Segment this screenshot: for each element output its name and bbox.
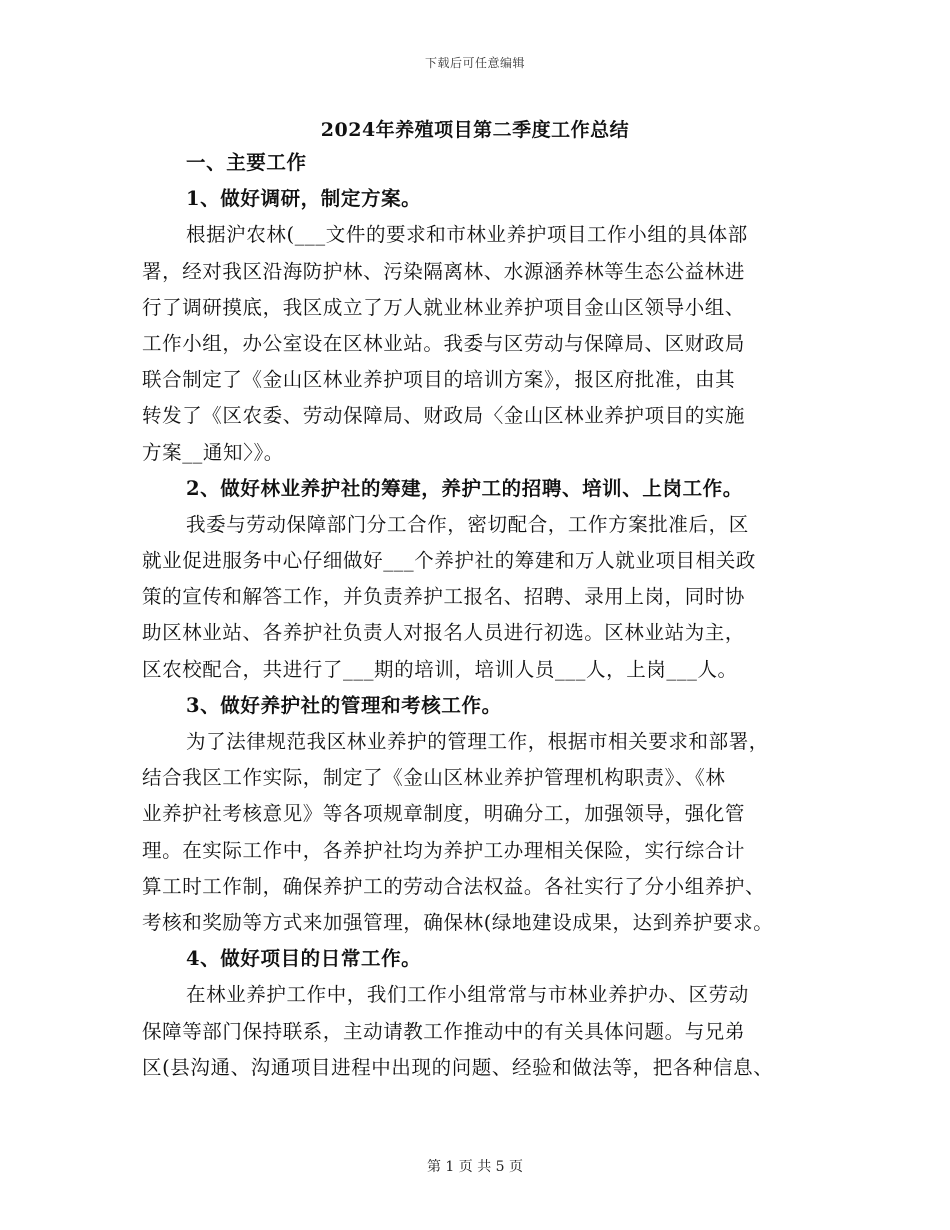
paragraph-line: 在林业养护工作中，我们工作小组常常与市林业养护办、区劳动 bbox=[186, 983, 749, 1007]
section-heading-main-work: 一、主要工作 bbox=[186, 151, 307, 174]
paragraph-line: 策的宣传和解答工作，并负责养护工报名、招聘、录用上岗，同时协 bbox=[142, 585, 746, 609]
paragraph-line: 考核和奖励等方式来加强管理，确保林(绿地建设成果，达到养护要求。 bbox=[142, 910, 774, 934]
paragraph-line: 署，经对我区沿海防护林、污染隔离林、水源涵养林等生态公益林进 bbox=[142, 259, 746, 283]
paragraph-line: 为了法律规范我区林业养护的管理工作，根据市相关要求和部署， bbox=[186, 730, 769, 753]
paragraph-line: 算工时工作制，确保养护工的劳动合法权益。各社实行了分小组养护、 bbox=[142, 874, 766, 898]
paragraph-line: 区(县沟通、沟通项目进程中出现的问题、经验和做法等，把各种信息、 bbox=[142, 1055, 774, 1079]
paragraph-line: 联合制定了《金山区林业养护项目的培训方案》，报区府批准，由其 bbox=[142, 368, 736, 392]
paragraph-line: 我委与劳动保障部门分工合作，密切配合，工作方案批准后，区 bbox=[186, 512, 749, 536]
document-body bbox=[142, 145, 822, 1086]
paragraph-line: 方案__通知〉》。 bbox=[142, 440, 284, 464]
paragraph-line: 工作小组，办公室设在区林业站。我委与区劳动与保障局、区财政局 bbox=[142, 331, 746, 355]
paragraph-line: 行了调研摸底，我区成立了万人就业林业养护项目金山区领导小组、 bbox=[142, 295, 746, 319]
item1-heading: 1、做好调研，制定方案。 bbox=[186, 187, 422, 211]
document-title: 2024年养殖项目第二季度工作总结 bbox=[320, 119, 630, 141]
paragraph-line: 根据沪农林(___文件的要求和市林业养护项目工作小组的具体部 bbox=[186, 223, 748, 247]
paragraph-line: 就业促进服务中心仔细做好___个养护社的筹建和万人就业项目相关政 bbox=[142, 549, 756, 573]
paragraph-line: 保障等部门保持联系，主动请教工作推动中的有关具体问题。与兄弟 bbox=[142, 1019, 746, 1043]
paragraph-line: 区农校配合，共进行了___期的培训，培训人员___人，上岗___人。 bbox=[142, 657, 738, 681]
page-number-footer: 第 1 页 共 5 页 bbox=[426, 1159, 524, 1175]
paragraph-line: 助区林业站、各养护社负责人对报名人员进行初选。区林业站为主， bbox=[142, 621, 746, 645]
item4-heading: 4、做好项目的日常工作。 bbox=[186, 947, 422, 971]
item3-heading: 3、做好养护社的管理和考核工作。 bbox=[186, 693, 502, 717]
paragraph-line: 结合我区工作实际，制定了《金山区林业养护管理机构职责》、《林 bbox=[142, 766, 726, 790]
paragraph-line: 理。在实际工作中，各养护社均为养护工办理相关保险，实行综合计 bbox=[142, 838, 746, 862]
paragraph-line: 转发了《区农委、劳动保障局、财政局〈金山区林业养护项目的实施 bbox=[142, 404, 746, 428]
page-header-note: 下载后可任意编辑 bbox=[424, 56, 525, 70]
paragraph-line: 业养护社考核意见》等各项规章制度，明确分工，加强领导，强化管 bbox=[142, 802, 746, 826]
item2-heading: 2、做好林业养护社的筹建，养护工的招聘、培训、上岗工作。 bbox=[186, 476, 743, 500]
